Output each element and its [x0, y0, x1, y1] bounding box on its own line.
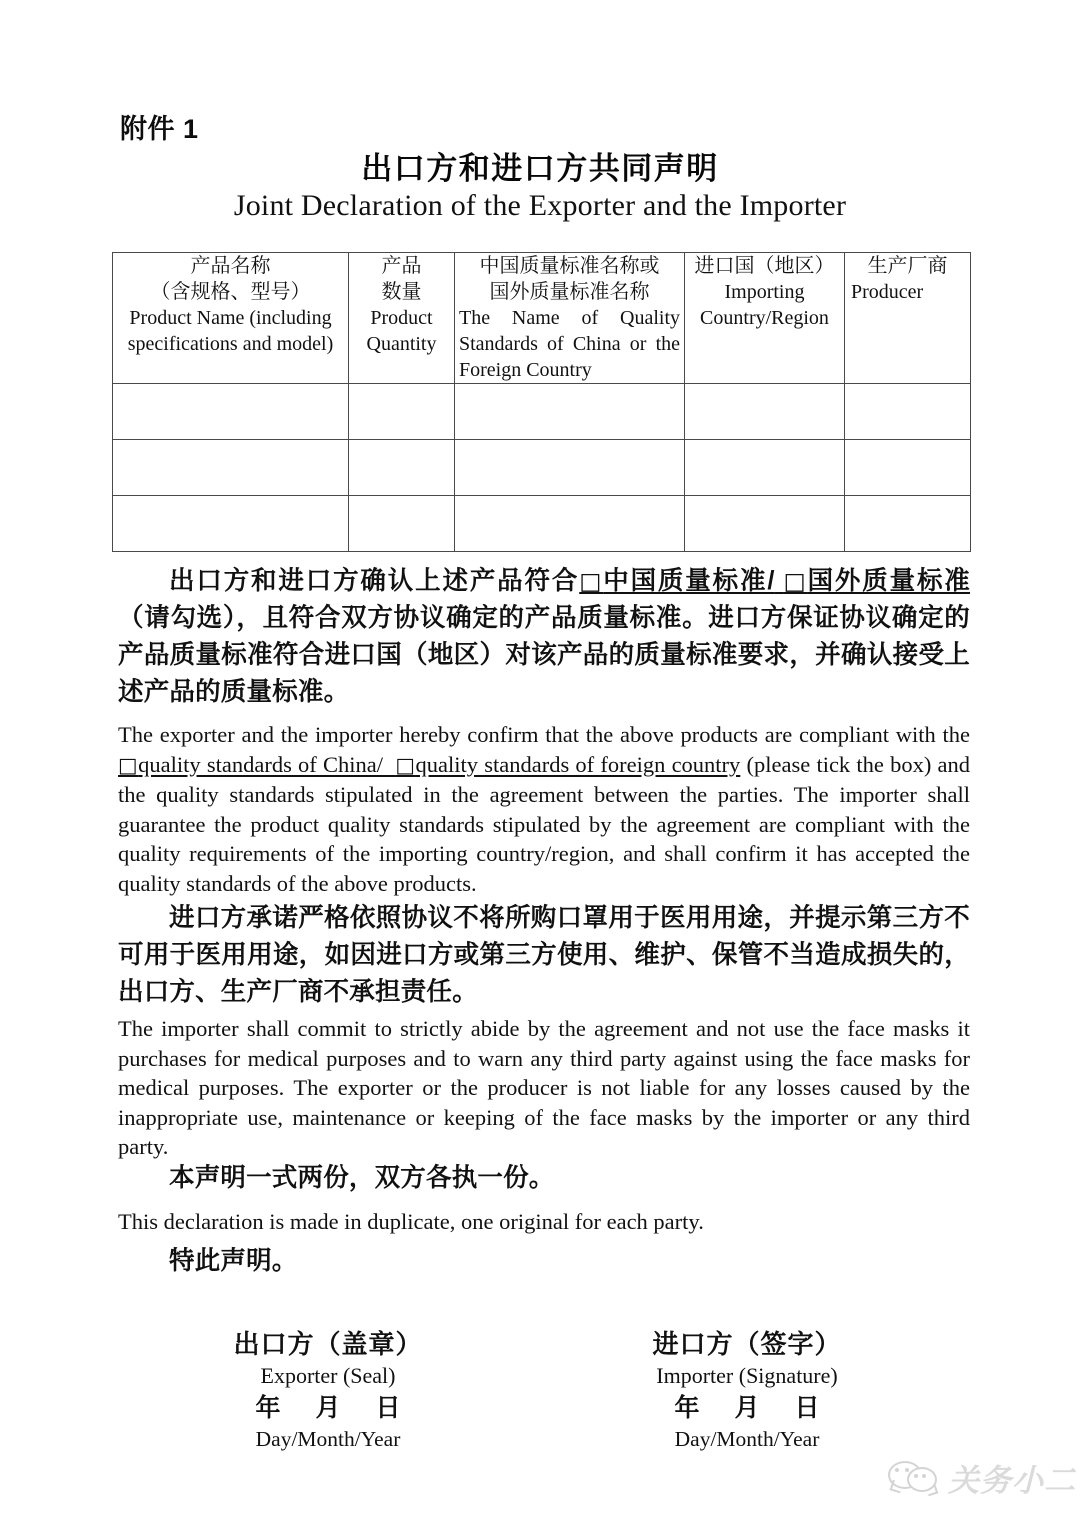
header-en: The Name of Quality Standards of China or the Foreign Country	[459, 307, 680, 381]
watermark	[888, 1448, 1076, 1506]
checkbox-china-standard-cn[interactable]: □	[579, 567, 604, 595]
clause2-chinese-paragraph: 进口方承诺严格依照协议不将所购口罩用于医用用途，并提示第三方不可用于医用用途，如因进口方或第三方使用、维护、保管不当造成损失的，出口方、生产厂商不承担责任。	[118, 904, 970, 1006]
table-header-product-quantity	[349, 253, 455, 384]
header-cn-line1: 进口国（地区）	[694, 255, 835, 277]
cell-quality-standards[interactable]	[455, 496, 685, 552]
table-header-row	[113, 253, 971, 384]
header-cn-line2: 国外质量标准名称	[489, 281, 650, 303]
table-row	[113, 496, 971, 552]
page-title-chinese: 出口方和进口方共同声明	[361, 151, 719, 186]
exporter-label-cn: 出口方（盖章）	[233, 1329, 423, 1359]
exporter-date-cn[interactable]: 年 月 日	[255, 1394, 415, 1422]
clause1-en-underlined-options	[118, 752, 740, 777]
header-cn-line1: 中国质量标准名称或	[479, 255, 660, 277]
checkbox-foreign-standard-cn-label: 国外质量标准	[807, 567, 970, 595]
cell-product-quantity[interactable]	[349, 384, 455, 440]
importer-label-cn: 进口方（签字）	[652, 1329, 842, 1359]
checkbox-china-standard-en-label: quality standards of China/	[138, 751, 383, 777]
page-title-english: Joint Declaration of the Exporter and the Importer	[233, 189, 847, 222]
table-header-importing-country	[685, 253, 845, 384]
cell-product-name[interactable]	[113, 384, 349, 440]
cell-importing-country[interactable]	[685, 384, 845, 440]
header-cn-line1: 生产厂商	[867, 255, 948, 277]
importer-label-en: Importer (Signature)	[656, 1363, 838, 1388]
table-header-producer	[845, 253, 971, 384]
cell-quality-standards[interactable]	[455, 384, 685, 440]
clause1-english-paragraph	[118, 720, 970, 899]
cell-product-quantity[interactable]	[349, 440, 455, 496]
table-row	[113, 384, 971, 440]
clause1-cn-underlined-options	[579, 567, 970, 595]
clause1-en-text-part2: (please tick the box) and the quality standards stipulated in the agreement between the parties. The importer shall guarantee the product quality standards stipulated by the agreement are compliant with the quality requirements of the importing country/region, and shall confirm it has accepted the quality standards of the above products.	[118, 751, 971, 896]
checkbox-foreign-standard-en[interactable]: □	[395, 752, 416, 777]
header-en: Product Name (including specifications and model)	[127, 307, 334, 355]
header-cn-line2: （含规格、型号）	[150, 281, 311, 303]
clause1-chinese-paragraph	[118, 563, 970, 711]
table-row	[113, 440, 971, 496]
cell-producer[interactable]	[845, 496, 971, 552]
importer-date-en: Day/Month/Year	[674, 1427, 820, 1451]
header-en: Product Quantity	[366, 307, 437, 355]
header-en: Importing Country/Region	[700, 281, 829, 329]
importer-signature-block	[617, 1327, 877, 1454]
clause1-cn-text-part1: 出口方和进口方确认上述产品符合	[169, 567, 580, 595]
cell-producer[interactable]	[845, 440, 971, 496]
header-cn-line2: 数量	[381, 281, 422, 303]
table-header-product-name	[113, 253, 349, 384]
exporter-label-en: Exporter (Seal)	[260, 1363, 396, 1388]
cell-product-name[interactable]	[113, 496, 349, 552]
header-en: Producer	[851, 281, 924, 303]
checkbox-foreign-standard-en-label: quality standards of foreign country	[415, 751, 741, 777]
checkbox-china-standard-en[interactable]: □	[118, 752, 139, 777]
checkbox-foreign-standard-cn[interactable]: □	[783, 567, 808, 595]
clause3-chinese-paragraph: 本声明一式两份，双方各执一份。	[169, 1164, 555, 1192]
cell-producer[interactable]	[845, 384, 971, 440]
wechat-icon	[888, 1457, 940, 1497]
clause2-english-paragraph: The importer shall commit to strictly abide by the agreement and not use the face masks it purchases for medical purposes and to warn any third party against using the face masks for medical purposes. The exporter or the producer is not liable for any losses caused by the inappropriate use, maintenance or keeping of the face masks by the importer or any third party.	[118, 1016, 970, 1160]
clause1-en-text-part1: The exporter and the importer hereby confirm that the above products are compliant with the	[118, 722, 970, 747]
exporter-signature-block	[208, 1327, 448, 1454]
cell-importing-country[interactable]	[685, 440, 845, 496]
header-cn-line1: 产品名称	[190, 255, 271, 277]
clause1-cn-text-part2: （请勾选），且符合双方协议确定的产品质量标准。进口方保证协议确定的产品质量标准符合进口国（地区）对该产品的质量标准要求，并确认接受上述产品的质量标准。	[118, 604, 970, 706]
cell-quality-standards[interactable]	[455, 440, 685, 496]
cell-product-quantity[interactable]	[349, 496, 455, 552]
clause4-chinese-paragraph: 特此声明。	[169, 1247, 298, 1275]
importer-date-cn[interactable]: 年 月 日	[674, 1394, 834, 1422]
cell-importing-country[interactable]	[685, 496, 845, 552]
table-header-quality-standards	[455, 253, 685, 384]
watermark-text: 关务小二	[948, 1462, 1076, 1498]
exporter-date-en: Day/Month/Year	[255, 1427, 401, 1451]
attachment-label: 附件 1	[120, 114, 199, 144]
header-cn-line1: 产品	[381, 255, 422, 277]
checkbox-china-standard-cn-label: 中国质量标准/	[603, 567, 775, 595]
table-body	[113, 384, 971, 552]
clause3-english-paragraph: This declaration is made in duplicate, one original for each party.	[118, 1209, 704, 1234]
cell-product-name[interactable]	[113, 440, 349, 496]
product-declaration-table	[112, 252, 971, 552]
